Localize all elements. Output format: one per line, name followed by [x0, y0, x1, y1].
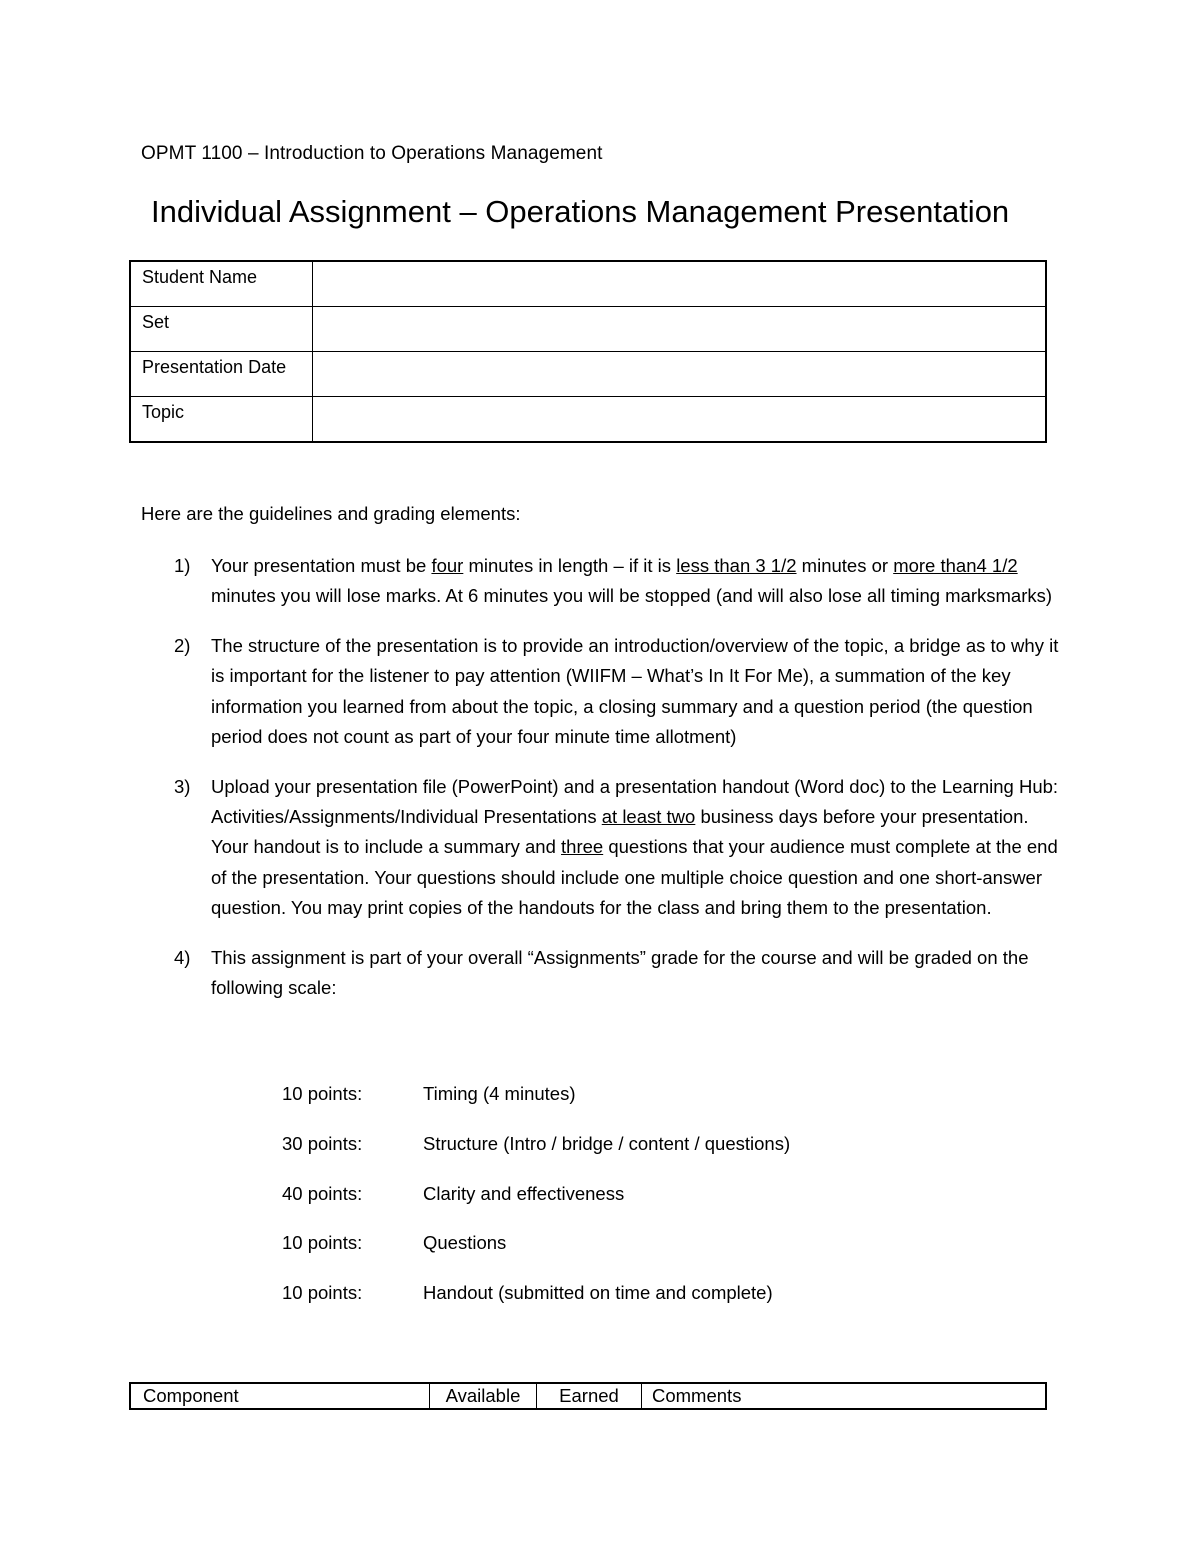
table-row	[130, 261, 1046, 307]
text-run: questions that your audience must complete at the end of the presentation. Your questions should include one multiple choice question and one short-answer question. You may print copies of the handouts for the class and bring them to the presentation.	[211, 836, 1058, 918]
text-run: minutes in length – if it is	[463, 555, 677, 576]
list-item	[141, 943, 1066, 1004]
scale-points: 10 points:	[282, 1232, 363, 1254]
item-text	[211, 776, 1058, 918]
scale-points: 10 points:	[282, 1282, 363, 1304]
guidelines-intro: Here are the guidelines and grading elements:	[141, 503, 521, 524]
list-item	[141, 772, 1066, 923]
text-run: business days before your presentation. Your handout is to include a summary and	[211, 806, 1029, 858]
underlined-text: four	[431, 555, 464, 576]
scale-points: 40 points:	[282, 1182, 363, 1204]
scale-description: Questions	[423, 1232, 507, 1254]
table-row	[130, 307, 1046, 352]
document-title: Individual Assignment – Operations Management Presentation	[151, 194, 1010, 229]
text-run: Your presentation must be	[211, 555, 432, 576]
text-run: minutes or	[796, 555, 894, 576]
list-item	[141, 631, 1066, 752]
table-row	[130, 397, 1046, 443]
item-number: 2)	[174, 635, 191, 657]
guidelines-list	[141, 551, 1066, 1023]
scale-points: 10 points:	[282, 1083, 363, 1104]
scale-description: Handout (submitted on time and complete)	[423, 1282, 773, 1304]
table-row	[130, 352, 1046, 397]
text-run: The structure of the presentation is to provide an introduction/overview of the topic, a bridge as to why it is important for the listener to pay attention (WIIFM – What’s In It For Me), a summation of the key information you learned from about the topic, a closing summary and a question period (the question period does not count as part of your four minute time allotment)	[211, 635, 1059, 747]
item-text	[211, 947, 1029, 998]
underlined-text: three	[561, 836, 604, 858]
text-run: minutes you will lose marks. At 6 minutes you will be stopped (and will also lose all timing marksmarks)	[211, 585, 1053, 607]
comments-header: Comments	[642, 1383, 1047, 1409]
student-name-label: Student Name	[130, 261, 312, 307]
text-run: This assignment is part of your overall “Assignments” grade for the course and will be graded on the following scale:	[211, 946, 1029, 999]
presentation-date-field[interactable]	[312, 352, 1046, 397]
table-header-row	[130, 1383, 1046, 1409]
scale-description: Clarity and effectiveness	[423, 1182, 625, 1204]
scale-description: Structure (Intro / bridge / content / questions)	[423, 1132, 791, 1154]
underlined-text: more than4 1/2	[893, 555, 1018, 576]
topic-label: Topic	[130, 397, 312, 443]
item-number: 1)	[174, 555, 191, 576]
item-text	[211, 555, 1052, 606]
set-label: Set	[130, 307, 312, 352]
scale-description: Timing (4 minutes)	[423, 1083, 576, 1104]
underlined-text: less than 3 1/2	[676, 555, 797, 576]
item-text	[211, 635, 1058, 747]
available-header: Available	[430, 1383, 537, 1409]
component-header: Component	[130, 1383, 430, 1409]
earned-header: Earned	[537, 1383, 642, 1409]
underlined-text: at least two	[601, 806, 696, 828]
set-field[interactable]	[312, 307, 1046, 352]
grading-table	[129, 1382, 1047, 1410]
list-item	[141, 551, 1066, 612]
student-info-table	[129, 260, 1047, 443]
topic-field[interactable]	[312, 397, 1046, 443]
presentation-date-label: Presentation Date	[130, 352, 312, 397]
item-number: 3)	[174, 775, 191, 797]
student-name-field[interactable]	[312, 261, 1046, 307]
item-number: 4)	[174, 946, 191, 968]
text-run: Upload your presentation file (PowerPoint) and a presentation handout (Word doc) to the Learning Hub: Activities/Assignments/Individual Presentations	[211, 775, 1059, 828]
scale-points: 30 points:	[282, 1132, 363, 1154]
course-heading: OPMT 1100 – Introduction to Operations Management	[141, 143, 603, 164]
